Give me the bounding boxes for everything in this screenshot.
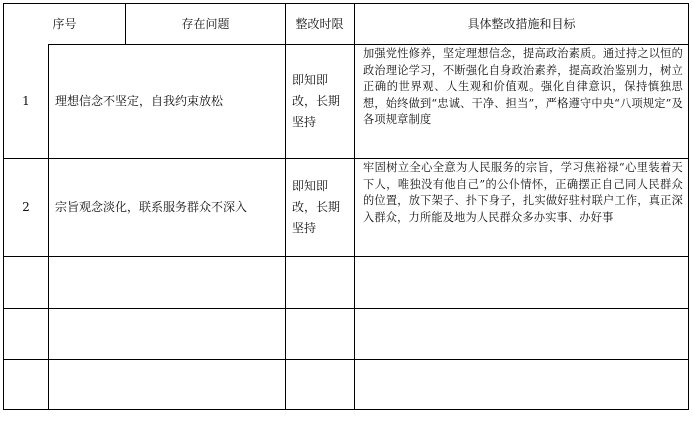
row5-deadline [286,360,348,409]
row1-issue: 理想信念不坚定，自我约束放松 [55,94,224,109]
header-no: 序号 [52,16,77,31]
row1-no: 1 [22,94,30,109]
row4-issue [49,309,285,359]
row4-deadline [286,309,348,359]
row4-no [4,309,48,359]
header-issue: 存在问题 [181,16,230,31]
rectification-table [3,3,689,410]
row1-deadline: 即知即改，长期坚持 [292,73,341,129]
row2-deadline: 即知即改，长期坚持 [292,179,341,235]
row1-measures: 加强党性修养，坚定理想信念，提高政治素质。通过持之以恒的政治理论学习，不断强化自身政治素养，提高政治鉴别力，树立正确的世界观、人生观和价值观。强化自律意识，保持慎独思想，始终做到“忠诚、干净、担当”，严格遵守中央“八项规定”及各项规章制度 [363,47,683,127]
row2-no: 2 [22,200,30,215]
row3-no [4,257,48,308]
row2-measures: 牢固树立全心全意为人民服务的宗旨，学习焦裕禄“心里装着天下人，唯独没有他自己”的公仆情怀，正确摆正自己同人民群众的位置，放下架子、扑下身子，扎实做好驻村联户工作，真正深入群众，力所能及地为人民群众多办实事、办好事 [363,161,683,224]
row5-no [4,360,48,409]
row5-issue [49,360,285,409]
table-border-bottom [3,409,689,410]
row3-deadline [286,257,348,308]
row3-issue [49,257,285,308]
row4-measures [355,309,688,359]
row5-measures [355,360,688,409]
header-deadline: 整改时限 [295,17,344,31]
row3-measures [355,257,688,308]
header-measures: 具体整改措施和目标 [467,16,576,31]
row2-issue: 宗旨观念淡化，联系服务群众不深入 [55,200,248,215]
table-border-right [688,3,689,410]
